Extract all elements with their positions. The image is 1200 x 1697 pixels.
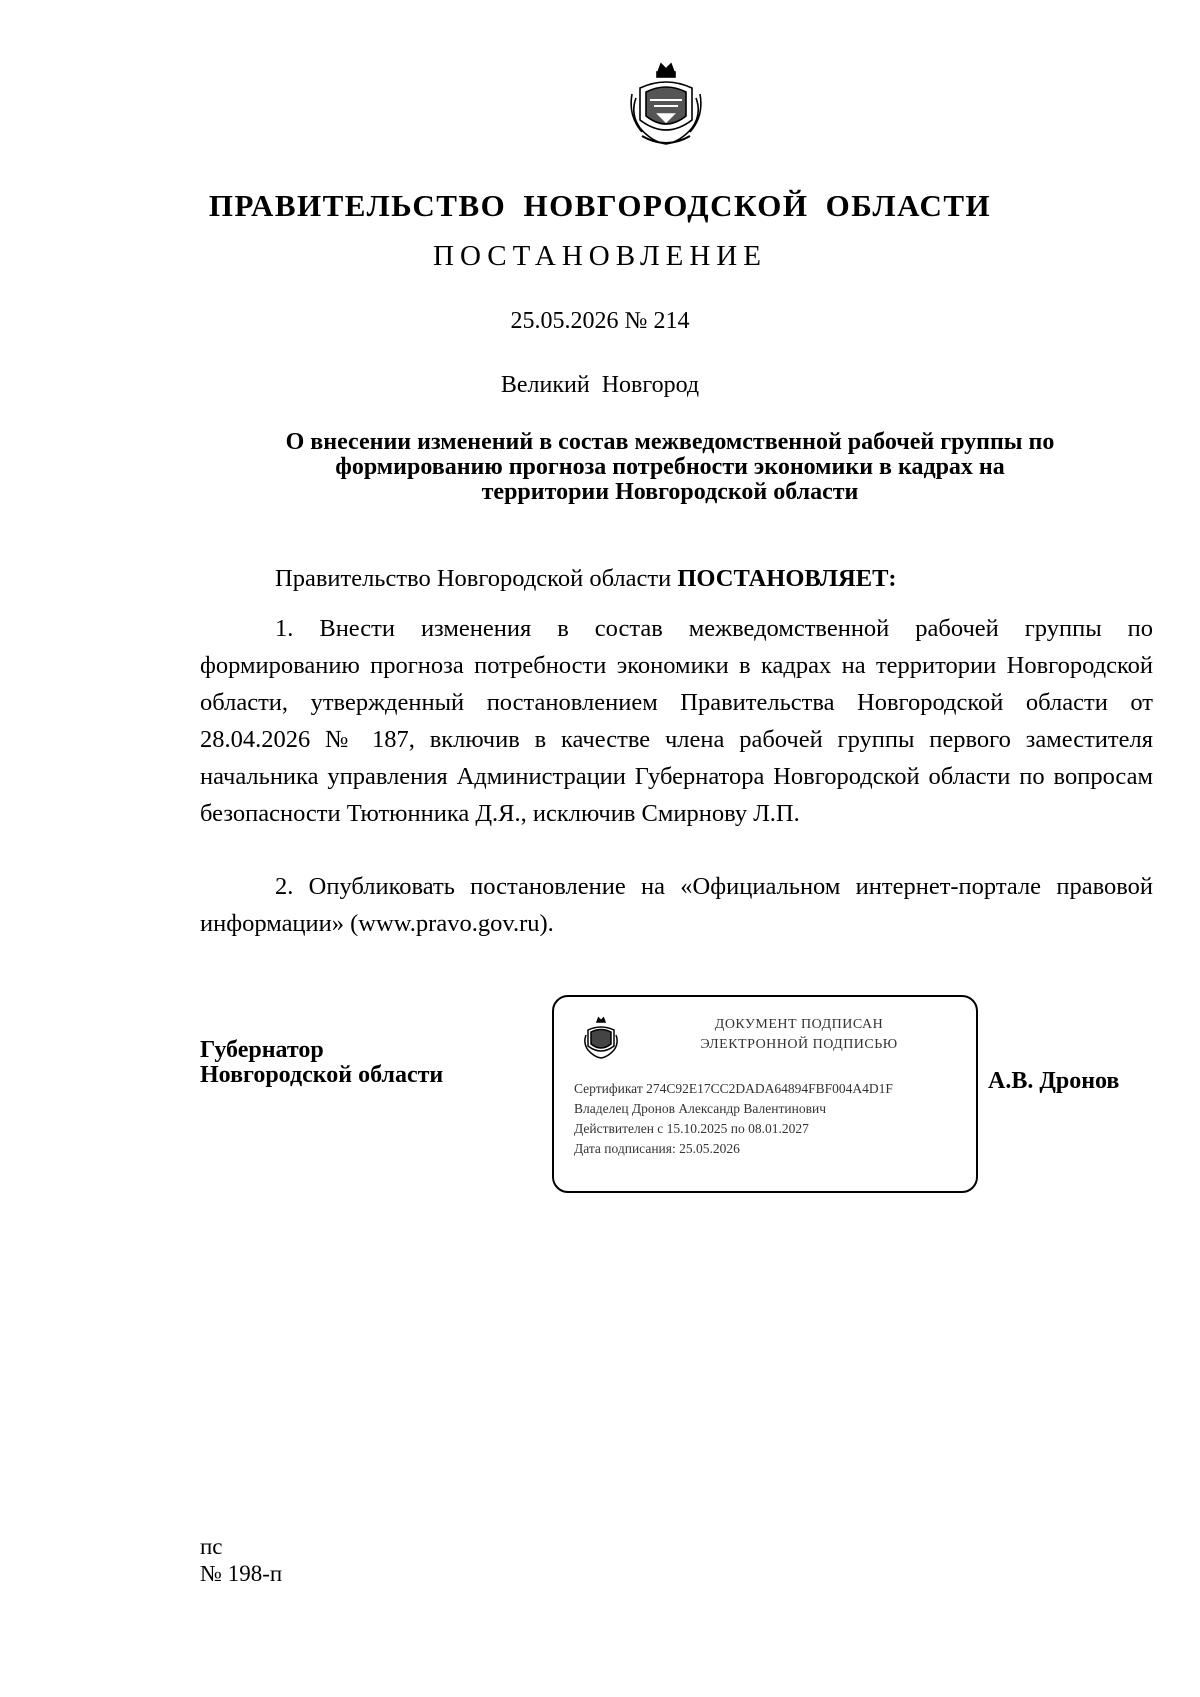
footer-note	[200, 1533, 282, 1587]
stamp-title-line: ЭЛЕКТРОННОЙ ПОДПИСЬЮ	[700, 1037, 898, 1052]
preamble	[275, 560, 1155, 597]
signer-position-line: Губернатор	[200, 1037, 324, 1063]
novgorod-coat-of-arms-icon	[582, 1015, 620, 1061]
document-date-number: 25.05.2026 № 214	[510, 308, 690, 334]
novgorod-coat-of-arms-icon	[628, 58, 704, 150]
city: Великий Новгород	[500, 372, 700, 398]
resolution-item-1: 1. Внести изменения в состав межведомственной рабочей группы по формированию прогноза потребности экономики в кадрах на территории Новгородской области, утвержденный постановлением Правительства Новгородской области от 28.04.2026 № 187, включив в качестве члена рабочей группы первого заместителя начальника управления Администрации Губернатора Новгородской области по вопросам безопасности Тютюнника Д.Я., исключив Смирнову Л.П.	[200, 615, 1153, 827]
stamp-details	[574, 1079, 893, 1159]
preamble-text: Правительство Новгородской области	[275, 565, 678, 592]
government-title: ПРАВИТЕЛЬСТВО НОВГОРОДСКОЙ ОБЛАСТИ	[208, 188, 992, 223]
subject-line: формированию прогноза потребности экономики в кадрах на	[335, 454, 1005, 480]
footer-line: пс	[200, 1534, 223, 1559]
signer-position-line: Новгородской области	[200, 1062, 444, 1088]
resolution-item-2: 2. Опубликовать постановление на «Официальном интернет-портале правовой информации» (www.pravo.gov.ru).	[200, 873, 1153, 937]
document-type: ПОСТАНОВЛЕНИЕ	[433, 240, 767, 272]
stamp-title-line: ДОКУМЕНТ ПОДПИСАН	[714, 1017, 884, 1032]
subject-line: О внесении изменений в состав межведомственной рабочей группы по	[285, 429, 1055, 455]
stamp-owner: Владелец Дронов Александр Валентинович	[574, 1101, 826, 1116]
stamp-title	[664, 1015, 934, 1055]
document-subject	[200, 430, 1140, 505]
electronic-signature-stamp	[552, 995, 978, 1193]
signer-name: А.В. Дронов	[988, 1068, 1120, 1094]
subject-line: территории Новгородской области	[481, 479, 859, 505]
stamp-validity: Действителен с 15.10.2025 по 08.01.2027	[574, 1121, 809, 1136]
stamp-certificate: Сертификат 274C92E17CC2DADA64894FBF004A4D1F	[574, 1081, 893, 1096]
preamble-resolves: ПОСТАНОВЛЯЕТ:	[677, 565, 897, 592]
footer-line: № 198-п	[200, 1561, 283, 1586]
signer-position	[200, 1038, 443, 1088]
stamp-signed-date: Дата подписания: 25.05.2026	[574, 1141, 740, 1156]
